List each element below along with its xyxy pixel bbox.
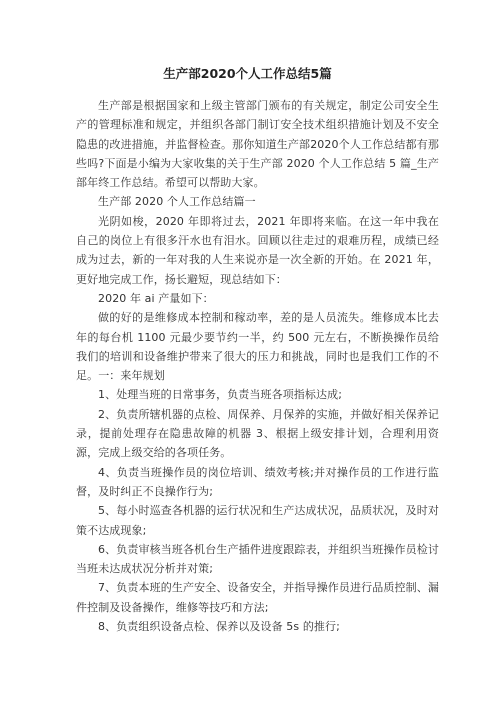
paragraph-performance: 做的好的是维修成本控制和稼动率，差的是人员流失。维修成本比去年的每台机 1100 元最少要节约一半，约 500 元左右，不断换操作员给我们的培训和设备维护带来了很大的压力和挑战，同时也是我们工作的不足。一：来年规划	[76, 311, 439, 383]
list-item-5: 5、每小时巡查各机器的运行状况和生产达成状况，品质状况，及时对策不达成现象;	[76, 504, 439, 537]
list-item-6: 6、负责审核当班各机台生产插件进度跟踪表，并组织当班操作员检讨当班未达成状况分析并对策;	[76, 542, 439, 576]
paragraph-intro: 生产部是根据国家和上级主管部门颁布的有关规定，制定公司安全生产的管理标准和规定，并组织各部门制订安全技术组织措施计划及不安全隐患的改进措施，并监督检查。那你知道生产部2020个人工作总结都有那些吗?下面是小编为大家收集的关于生产部 2020 个人工作总结 5 篇_生产部年终工作总结。希望可以帮助大家。	[76, 99, 439, 190]
document-title: 生产部2020个人工作总结5篇	[163, 66, 332, 81]
paragraph-review: 光阴如梭，2020 年即将过去，2021 年即将来临。在这一年中我在自己的岗位上有很多汗水也有泪水。回顾以往走过的艰难历程，成绩已经成为过去，新的一年对我的人生来说亦是一次全新的开始。在 2021 年，更好地完成工作，扬长避短，现总结如下：	[76, 214, 439, 286]
paragraph-section-heading: 生产部 2020 个人工作总结篇一	[98, 195, 256, 209]
list-item-7: 7、负责本班的生产安全、设备安全，并指导操作员进行品质控制、漏件控制及设备操作，维修等技巧和方法;	[76, 581, 439, 614]
list-item-1: 1、处理当班的日常事务，负责当班各项指标达成;	[98, 388, 343, 402]
list-item-2: 2、负责所辖机器的点检、周保养、月保养的实施，并做好相关保养记录，提前处理存在隐患故障的机器 3、根据上级安排计划，合理利用资源，完成上级交给的各项任务。	[76, 407, 439, 460]
list-item-8: 8、负责组织设备点检、保养以及设备 5s 的推行;	[98, 620, 340, 634]
paragraph-output: 2020 年 ai 产量如下：	[98, 291, 214, 305]
list-item-4: 4、负责当班操作员的岗位培训、绩效考核;并对操作员的工作进行监督，及时纠正不良操作行为;	[76, 465, 439, 498]
